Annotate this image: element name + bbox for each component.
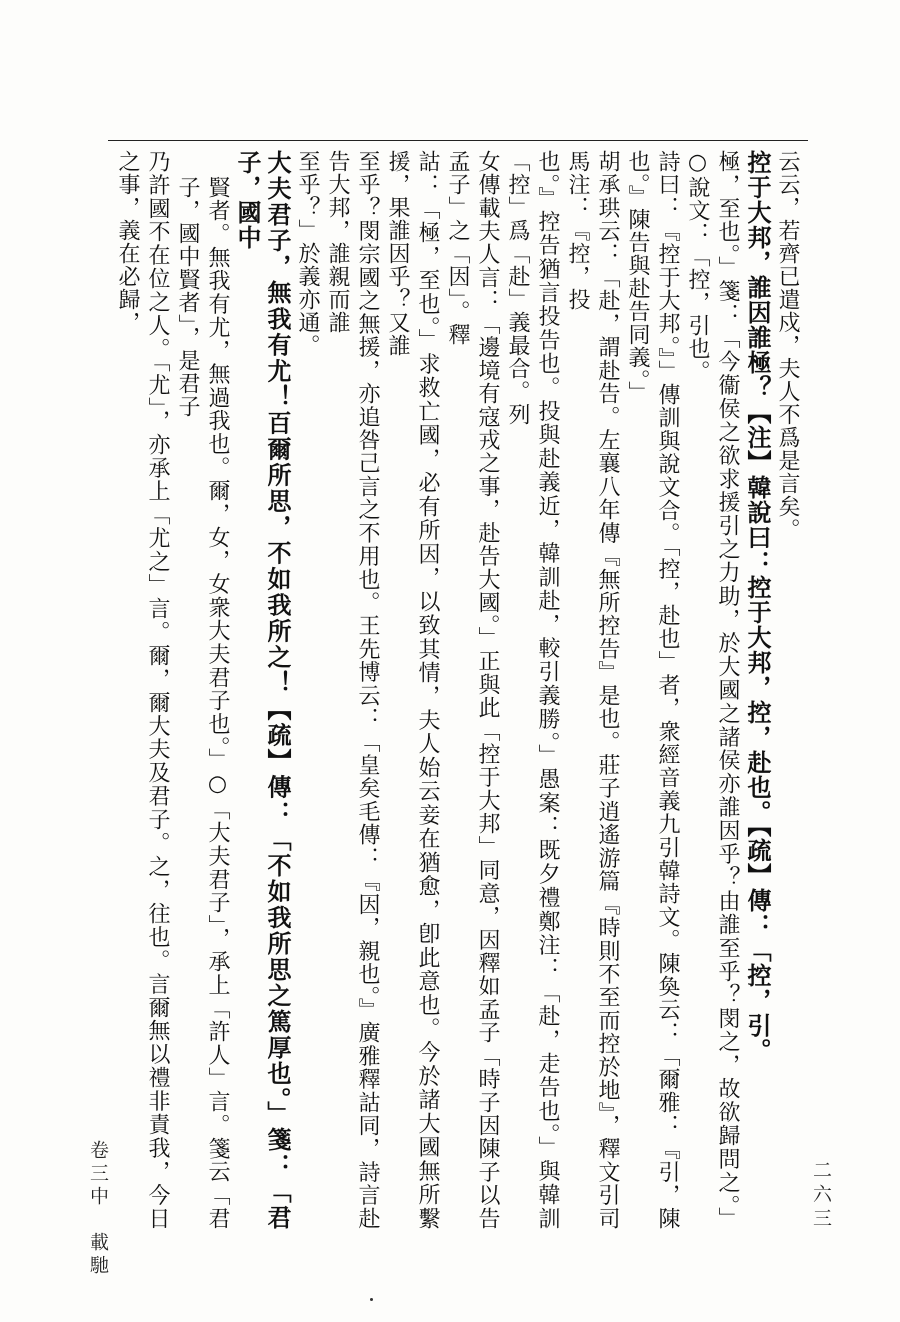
text-column-8: 詁：「極，至也。」求救亡國，必有所因，以致其情，夫人始云妾在猶愈，卽此意也。今於諸大國無所繫援，果誰因乎？又誰 (385, 150, 440, 1230)
text-column-6: 也。』控告猶言投告也。投與赴義近，韓訓赴，較引義勝。」愚案：既夕禮鄭注：「赴，走告也。」與韓訓「控」爲「赴」義最合。列 (505, 150, 560, 1230)
text-column-5: 胡承珙云：「赴，謂赴告。左襄八年傳『無所控告』是也。莊子逍遙游篇『時則不至而控於地』，釋文引司馬注：『控，投 (565, 150, 620, 1230)
text-column-7: 女傳載夫人言：「邊境有寇戎之事，赴告大國。」正與此「控于大邦」同意，因釋如孟子「時子因陳子以告孟子」之「因」。釋 (445, 150, 500, 1230)
ink-speck (370, 1298, 373, 1301)
vertical-text-body (112, 150, 802, 1230)
text-column-10: 至乎？」於義亦通。 (295, 150, 320, 357)
text-column-9: 至乎？閔宗國之無援，亦追咎己言之不用也。王先博云：「皇矣毛傳：『因，親也。』廣雅釋詁同，詩言赴告大邦，誰親而誰 (325, 150, 380, 1230)
text-column-1: 云云，若齊已遣戍，夫人不爲是言矣。 (775, 150, 800, 541)
running-head: 卷三中 載馳 (87, 1140, 109, 1278)
text-column-2: 控于大邦，誰因誰極？【注】韓說曰：控于大邦，控，赴也。【疏】傳：「控，引。 (743, 150, 772, 1063)
text-column-4: 詩曰：『控于大邦。』」傳訓與說文合。「控，赴也」者，衆經音義九引韓詩文。陳奐云：「爾雅：『引，陳也。』陳告與赴告同義。」 (625, 150, 680, 1230)
text-column-12: 賢者。無我有尤，無過我也。爾，女，女衆大夫君子也。」○「大夫君子」，承上「許人」言。箋云「君子，國中賢者」，是君子 (175, 176, 230, 1230)
text-column-13: 乃許國不在位之人。「尤」，亦承上「尤之」言。爾，爾大夫及君子。之，往也。言爾無以禮非責我，今日之事，義在必歸， (115, 150, 170, 1230)
text-column-3: 極，至也。」箋：「今衞侯之欲求援引之力助，於大國之諸侯亦誰因乎？由誰至乎？閔之，故欲歸問之。」○說文：「控，引也。 (685, 150, 740, 1230)
top-rule-line (108, 140, 808, 141)
text-column-11: 大夫君子，無我有尤！百爾所思，不如我所之！【疏】傳：「不如我所思之篤厚也。」箋：「君子，國中 (233, 150, 292, 1230)
page-number: 二六三 (810, 1160, 832, 1232)
